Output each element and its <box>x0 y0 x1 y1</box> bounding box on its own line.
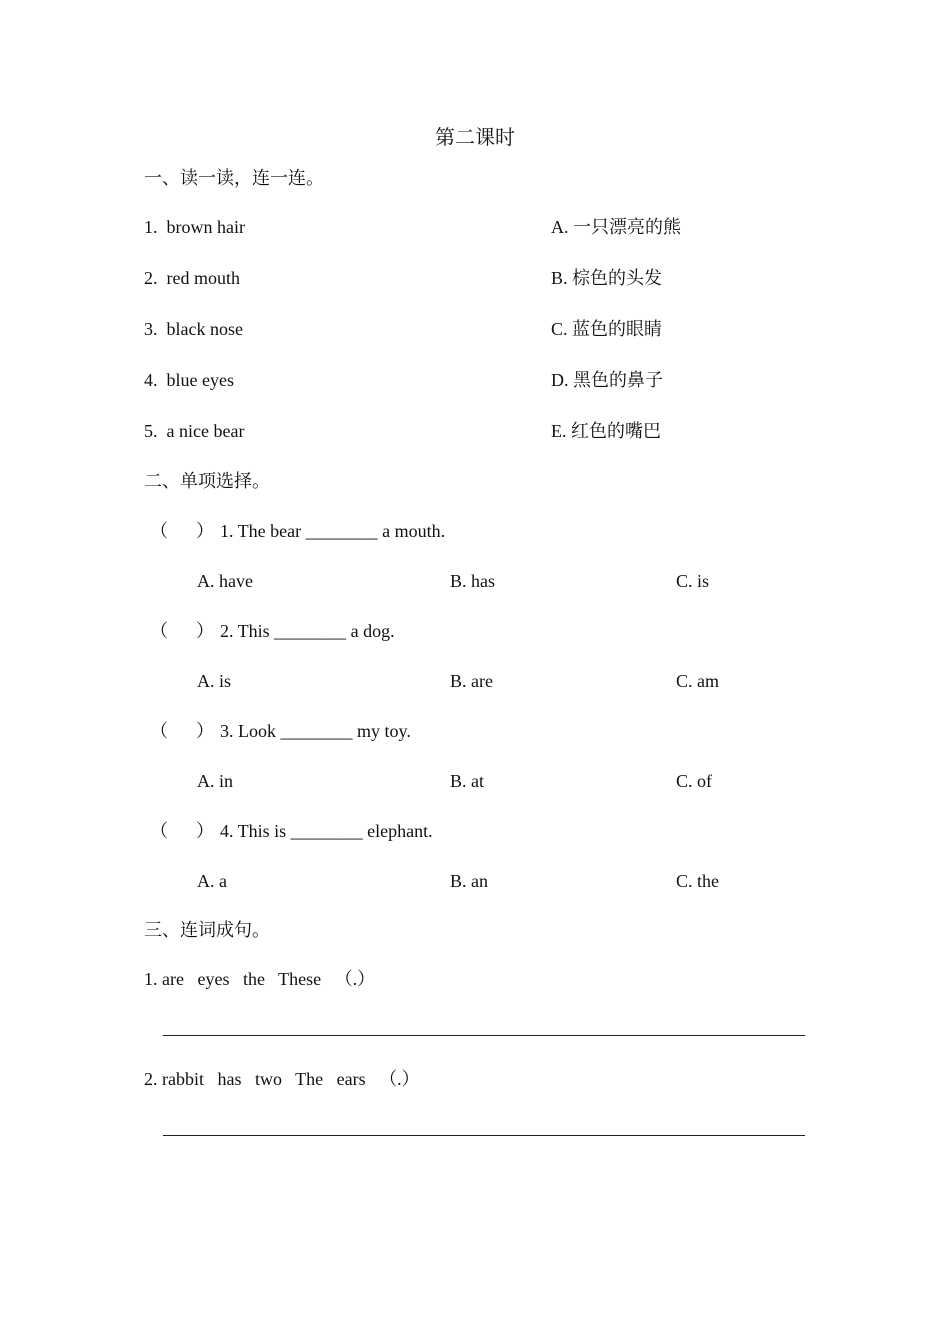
option-b: B. are <box>450 671 493 691</box>
option-b: B. at <box>450 771 484 791</box>
question-stem: 3. Look ________ my toy. <box>220 721 411 741</box>
match-left-item: 5. a nice bear <box>144 421 245 441</box>
option-c: C. am <box>676 671 719 691</box>
option-c: C. the <box>676 871 719 891</box>
match-left-item: 4. blue eyes <box>144 370 234 390</box>
answer-paren-close: ） <box>196 721 214 741</box>
answer-paren-open: （ <box>150 621 168 641</box>
answer-paren-close: ） <box>196 521 214 541</box>
option-c: C. of <box>676 771 712 791</box>
option-c: C. is <box>676 571 710 591</box>
scrambled-words: 1. are eyes the These （.） <box>144 969 376 989</box>
question-stem: 2. This ________ a dog. <box>220 621 395 641</box>
match-left-item: 2. red mouth <box>144 268 240 288</box>
answer-line <box>163 1035 805 1036</box>
match-left-item: 1. brown hair <box>144 217 245 237</box>
section1-heading: 一、读一读，连一连。 <box>144 168 324 188</box>
option-b: B. an <box>450 871 488 891</box>
answer-paren-close: ） <box>196 621 214 641</box>
answer-line <box>163 1135 805 1136</box>
question-stem: 4. This is ________ elephant. <box>220 821 433 841</box>
option-a: A. is <box>197 671 232 691</box>
answer-paren-open: （ <box>150 721 168 741</box>
match-right-item: E. 红色的嘴巴 <box>551 421 661 441</box>
question-stem: 1. The bear ________ a mouth. <box>220 521 446 541</box>
section2-heading: 二、单项选择。 <box>144 471 270 491</box>
option-a: A. have <box>197 571 253 591</box>
answer-paren-open: （ <box>150 521 168 541</box>
match-right-item: B. 棕色的头发 <box>551 268 663 288</box>
answer-paren-open: （ <box>150 821 168 841</box>
match-right-item: A. 一只漂亮的熊 <box>551 217 681 237</box>
page-title: 第二课时 <box>435 127 515 149</box>
option-b: B. has <box>450 571 495 591</box>
answer-paren-close: ） <box>196 821 214 841</box>
match-right-item: C. 蓝色的眼睛 <box>551 319 663 339</box>
scrambled-words: 2. rabbit has two The ears （.） <box>144 1069 420 1089</box>
match-right-item: D. 黑色的鼻子 <box>551 370 663 390</box>
section3-heading: 三、连词成句。 <box>144 920 270 940</box>
option-a: A. a <box>197 871 227 891</box>
option-a: A. in <box>197 771 233 791</box>
match-left-item: 3. black nose <box>144 319 243 339</box>
